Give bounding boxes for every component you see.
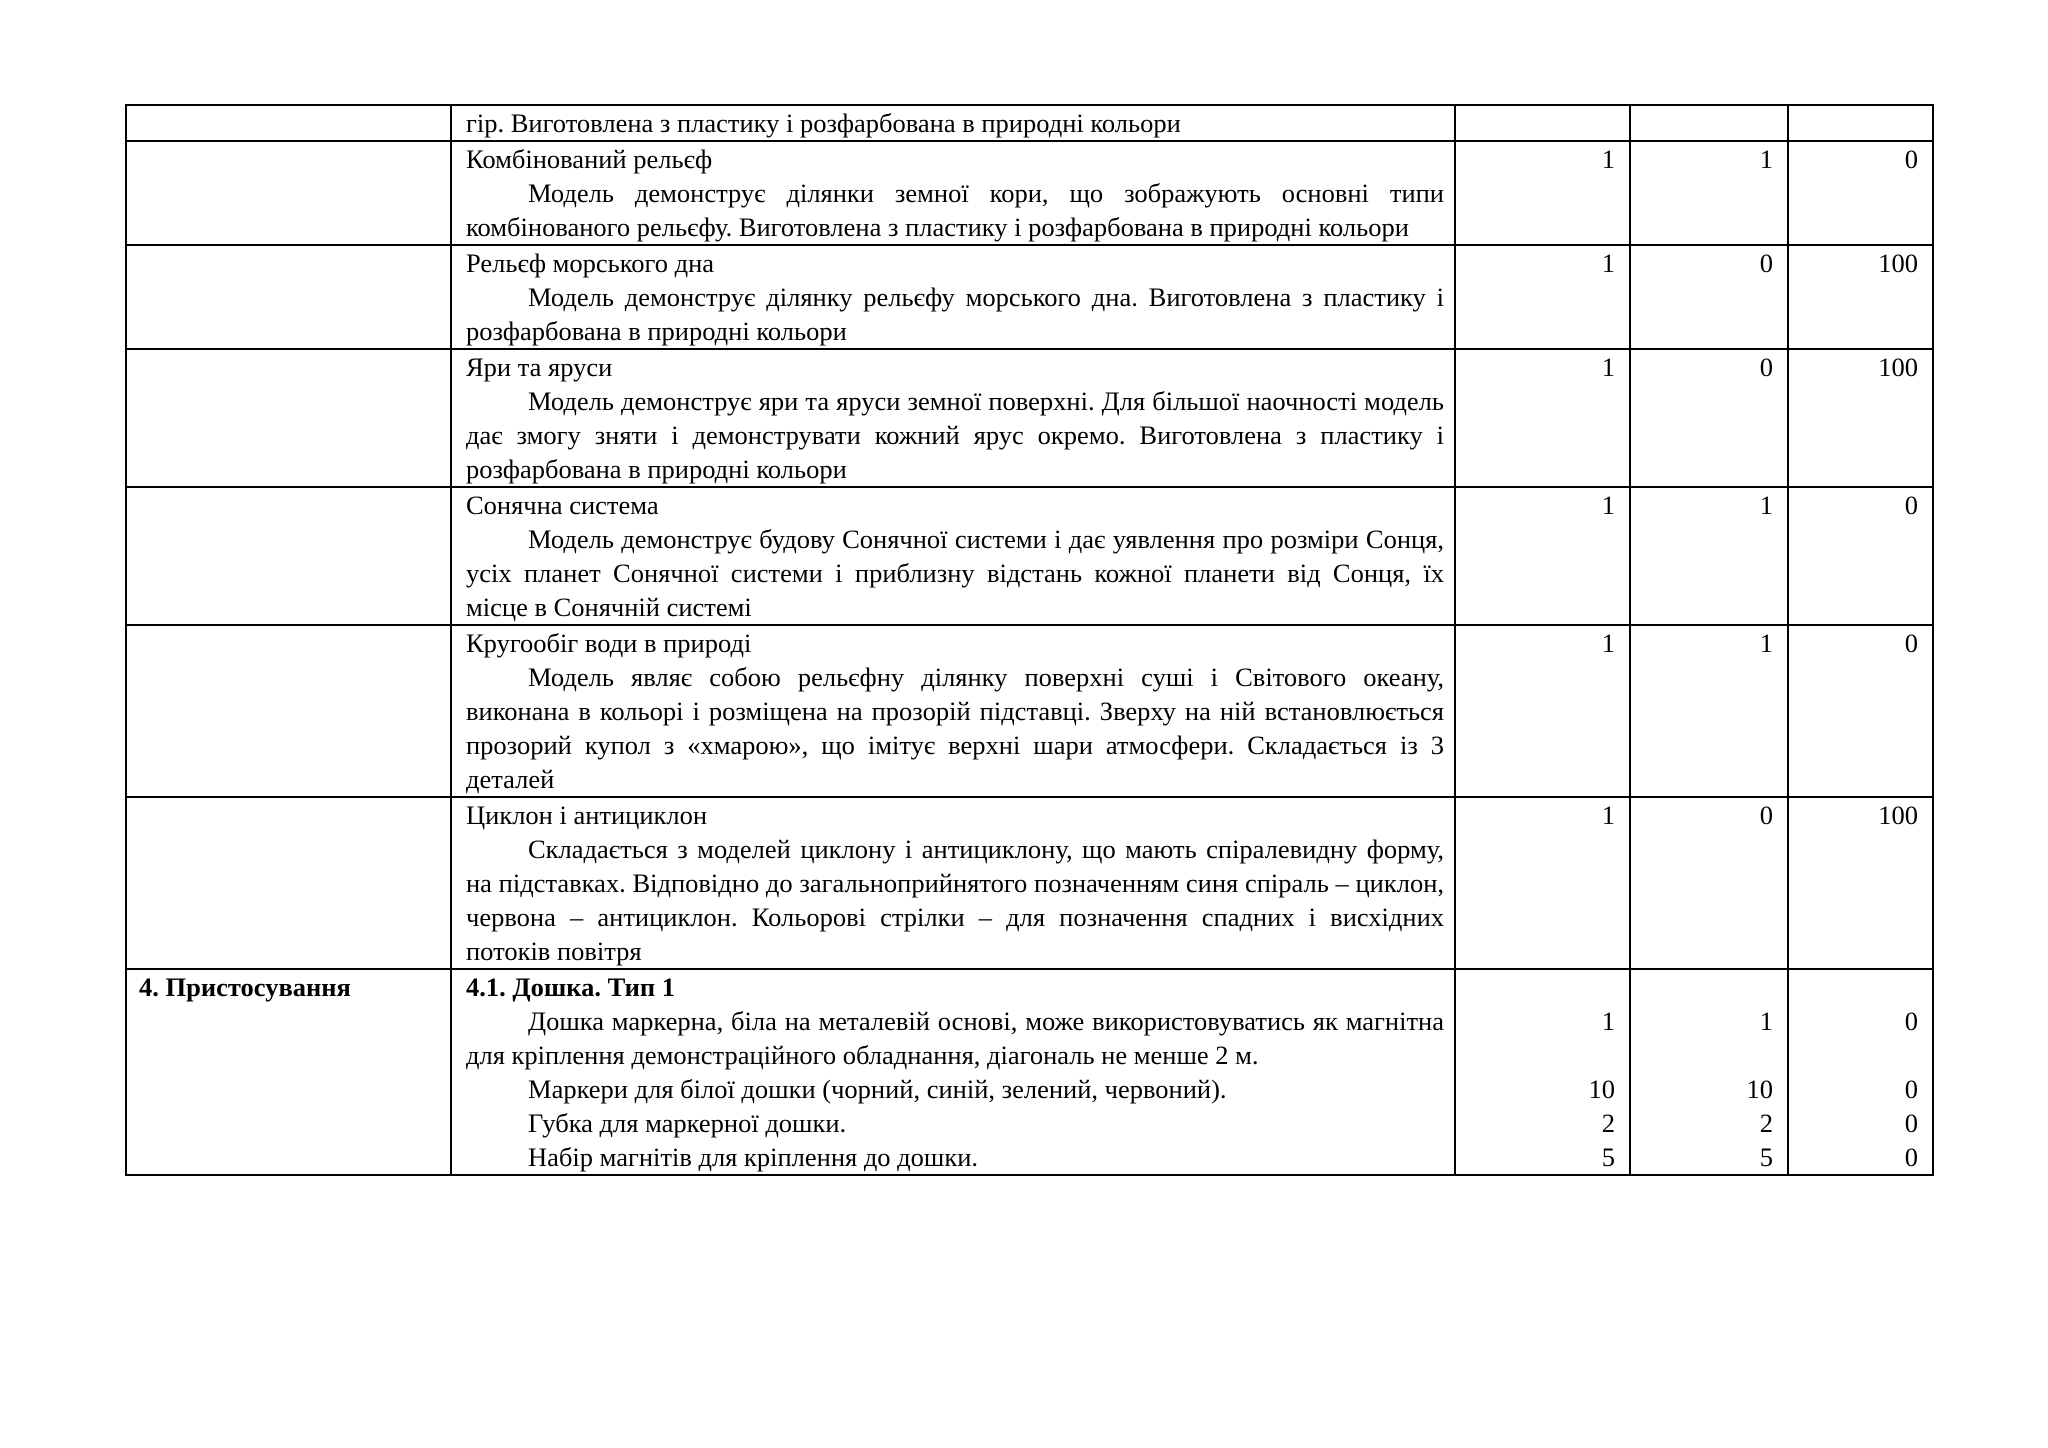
quantity-cell: 0 [1788,625,1933,797]
quantity-cell [1788,105,1933,141]
quantity-cell: 1 [1630,625,1788,797]
item-title: Яри та яруси [466,352,613,382]
item-description: Модель демонструє ділянки земної кори, що зображують основні типи комбінованого рельєфу. Виготовлена з пластику і розфарбована в природні кольори [466,178,1444,242]
quantity-cell [1455,105,1630,141]
quantity-cell: 1 [1455,487,1630,625]
table-row [126,969,1933,1175]
quantity-cell: 1 [1455,245,1630,349]
item-description: Модель демонструє ділянку рельєфу морського дна. Виготовлена з пластику і розфарбована в природні кольори [466,282,1444,346]
description-cell [451,969,1455,1175]
item-title: гір. Виготовлена з пластику і розфарбована в природні кольори [466,108,1181,138]
quantity-cell: 1 [1455,625,1630,797]
quantity-value: 10 [1588,1074,1615,1104]
item-title: Рельєф морського дна [466,248,715,278]
list-item: Губка для маркерної дошки. [528,1108,847,1138]
quantity-cell [1455,969,1630,1175]
quantity-cell: 1 [1630,141,1788,245]
item-description: Модель демонструє яри та яруси земної поверхні. Для більшої наочності модель дає змогу зняти і демонструвати кожний ярус окремо. Виготовлена з пластику і розфарбована в природні кольори [466,386,1444,484]
quantity-value: 0 [1904,1006,1918,1036]
quantity-cell: 0 [1788,487,1933,625]
description-cell [451,105,1455,141]
category-cell [126,487,451,625]
item-title: Циклон і антициклон [466,800,708,830]
item-title: Сонячна система [466,490,659,520]
quantity-cell: 1 [1630,487,1788,625]
table-row [126,349,1933,487]
item-description: Модель являє собою рельєфну ділянку поверхні суші і Світового океану, виконана в кольорі і розміщена на прозорій підставці. Зверху на ній встановлюється прозорий купол з «хмарою», що імітує верхні шари атмосфери. Складається із 3 деталей [466,662,1444,794]
quantity-value: 1 [1759,1006,1773,1036]
table-row [126,105,1933,141]
table-row [126,245,1933,349]
quantity-value: 0 [1904,1074,1918,1104]
quantity-cell: 100 [1788,349,1933,487]
table-row [126,141,1933,245]
item-description: Дошка маркерна, біла на металевій основі, може використовуватись як магнітна для кріплення демонстраційного обладнання, діагональ не менше 2 м. [466,1006,1444,1070]
description-cell [451,349,1455,487]
description-cell [451,245,1455,349]
description-cell [451,487,1455,625]
quantity-value: 5 [1601,1142,1615,1172]
item-description: Складається з моделей циклону і антициклону, що мають спіралевидну форму, на підставках. Відповідно до загальноприйнятого позначенням синя спіраль – циклон, червона – антициклон. Кольорові стрілки – для позначення спадних і висхідних потоків повітря [466,834,1444,966]
table-row [126,487,1933,625]
table-row [126,797,1933,969]
quantity-cell: 0 [1630,245,1788,349]
category-cell [126,245,451,349]
description-cell [451,625,1455,797]
quantity-value: 2 [1601,1108,1615,1138]
quantity-value: 0 [1904,1142,1918,1172]
table-row [126,625,1933,797]
category-cell [126,141,451,245]
quantity-value: 10 [1746,1074,1773,1104]
category-cell [126,105,451,141]
quantity-cell: 1 [1455,797,1630,969]
quantity-cell: 0 [1630,349,1788,487]
quantity-cell [1630,105,1788,141]
quantity-cell: 100 [1788,245,1933,349]
description-cell [451,141,1455,245]
quantity-cell: 0 [1788,141,1933,245]
quantity-value: 0 [1904,1108,1918,1138]
quantity-cell [1788,969,1933,1175]
category-cell [126,349,451,487]
quantity-cell: 1 [1455,141,1630,245]
quantity-value: 2 [1759,1108,1773,1138]
category-cell: 4. Пристосування [126,969,451,1175]
quantity-cell: 1 [1455,349,1630,487]
item-title: 4.1. Дошка. Тип 1 [466,972,676,1002]
list-item: Маркери для білої дошки (чорний, синій, зелений, червоний). [528,1074,1227,1104]
list-item: Набір магнітів для кріплення до дошки. [528,1142,978,1172]
category-cell [126,625,451,797]
item-title: Комбінований рельєф [466,144,713,174]
quantity-value: 1 [1601,1006,1615,1036]
quantity-cell: 100 [1788,797,1933,969]
quantity-value: 5 [1759,1142,1773,1172]
quantity-cell [1630,969,1788,1175]
item-description: Модель демонструє будову Сонячної системи і дає уявлення про розміри Сонця, усіх планет Сонячної системи і приблизну відстань кожної планети від Сонця, їх місце в Сонячній системі [466,524,1444,622]
description-cell [451,797,1455,969]
item-title: Кругообіг води в природі [466,628,752,658]
quantity-cell: 0 [1630,797,1788,969]
equipment-table [125,104,1934,1176]
category-cell [126,797,451,969]
